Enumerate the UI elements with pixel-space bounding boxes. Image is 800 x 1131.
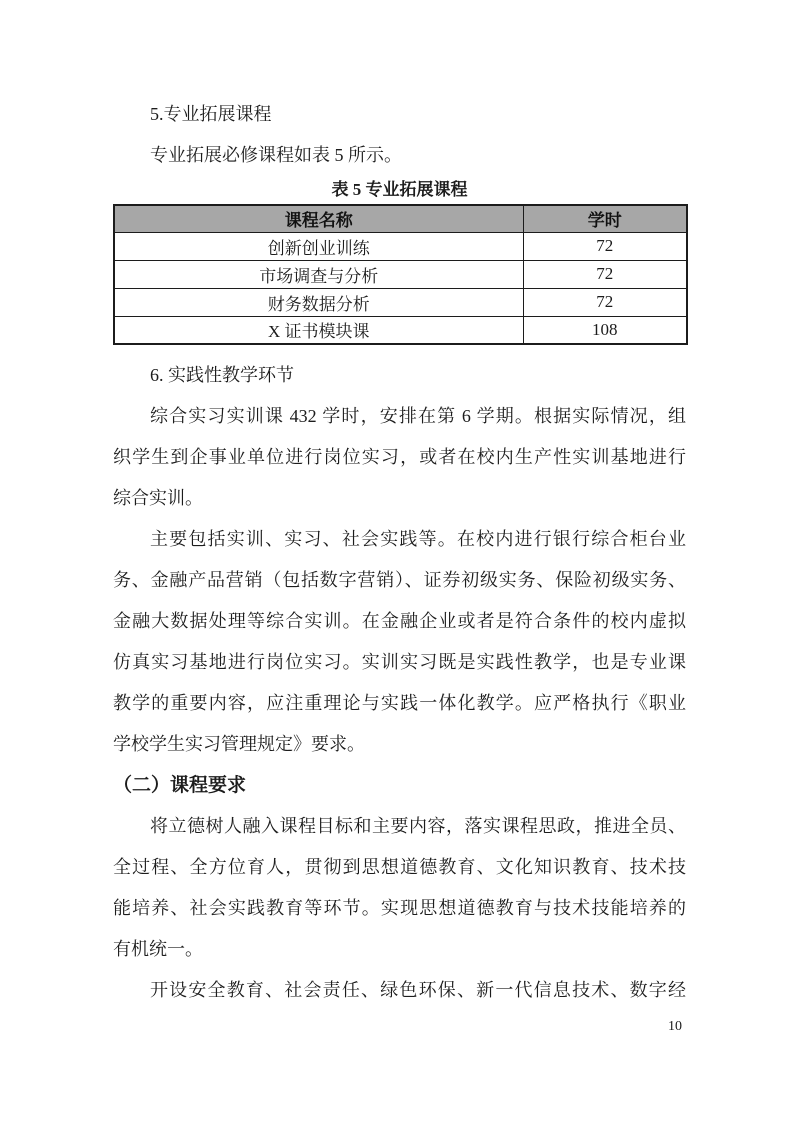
section-heading-5: 5.专业拓展课程 <box>150 104 272 124</box>
paragraph-courses-offered <box>113 970 686 1011</box>
course-name-cell: 市场调查与分析 <box>114 260 523 288</box>
course-name-cell: 创新创业训练 <box>114 232 523 260</box>
paragraph-line: 仿真实习基地进行岗位实习。实训实习既是实践性教学，也是专业课 <box>113 652 686 672</box>
table-caption: 表 5 专业拓展课程 <box>331 180 468 199</box>
table-row <box>114 260 687 288</box>
paragraph-training-content <box>113 519 686 765</box>
column-header-course-name: 课程名称 <box>114 205 523 232</box>
course-name-cell: X 证书模块课 <box>114 316 523 344</box>
section-heading-6: 6. 实践性教学环节 <box>150 365 294 385</box>
table-header-row <box>114 205 687 232</box>
paragraph-line: 能培养、社会实践教育等环节。实现思想道德教育与技术技能培养的 <box>113 898 686 918</box>
course-hours-cell: 72 <box>523 288 687 316</box>
paragraph-line: 开设安全教育、社会责任、绿色环保、新一代信息技术、数字经 <box>150 980 686 1000</box>
paragraph-moral-education <box>113 806 686 970</box>
table-row <box>114 316 687 344</box>
paragraph-line: 织学生到企事业单位进行岗位实习，或者在校内生产性实训基地进行 <box>113 447 686 467</box>
column-header-hours: 学时 <box>523 205 687 232</box>
intro-paragraph: 专业拓展必修课程如表 5 所示。 <box>150 145 402 165</box>
paragraph-line: 有机统一。 <box>113 939 203 959</box>
table-row <box>114 288 687 316</box>
paragraph-line: 将立德树人融入课程目标和主要内容，落实课程思政，推进全员、 <box>150 816 686 836</box>
paragraph-line: 务、金融产品营销（包括数字营销）、证券初级实务、保险初级实务、 <box>113 570 686 590</box>
paragraph-line: 教学的重要内容，应注重理论与实践一体化教学。应严格执行《职业 <box>113 693 686 713</box>
subsection-heading-course-requirements: （二）课程要求 <box>113 775 247 796</box>
course-hours-table <box>113 204 688 345</box>
paragraph-practical-training <box>113 396 686 519</box>
course-hours-cell: 108 <box>523 316 687 344</box>
course-hours-cell: 72 <box>523 232 687 260</box>
table-row <box>114 232 687 260</box>
paragraph-line: 综合实训。 <box>113 488 203 508</box>
paragraph-line: 主要包括实训、实习、社会实践等。在校内进行银行综合柜台业 <box>150 529 686 549</box>
course-name-cell: 财务数据分析 <box>114 288 523 316</box>
paragraph-line: 学校学生实习管理规定》要求。 <box>113 734 365 754</box>
page-number: 10 <box>668 1019 682 1034</box>
paragraph-line: 金融大数据处理等综合实训。在金融企业或者是符合条件的校内虚拟 <box>113 611 686 631</box>
course-hours-cell: 72 <box>523 260 687 288</box>
paragraph-line: 全过程、全方位育人，贯彻到思想道德教育、文化知识教育、技术技 <box>113 857 686 877</box>
paragraph-line: 综合实习实训课 432 学时，安排在第 6 学期。根据实际情况，组 <box>150 406 686 426</box>
